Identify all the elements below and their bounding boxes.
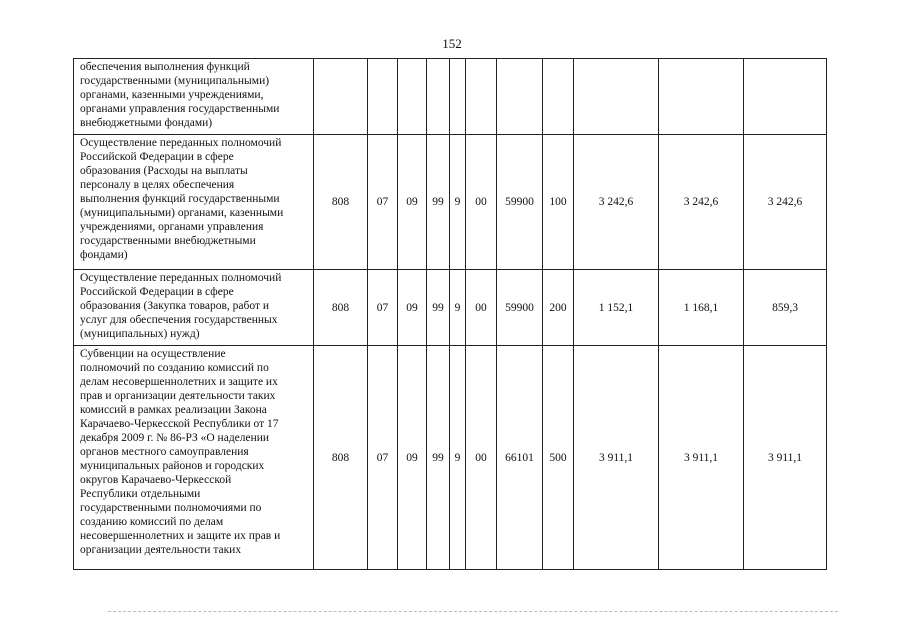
amount-year-1-cell <box>574 59 659 135</box>
main-event-cell: 00 <box>466 135 497 270</box>
amount-year-2-cell: 3 911,1 <box>659 346 744 570</box>
program-cell <box>427 59 450 135</box>
subprogram-cell: 9 <box>450 346 466 570</box>
table-row <box>74 135 827 270</box>
expense-type-cell <box>543 59 574 135</box>
amount-year-3-cell <box>744 59 827 135</box>
amount-year-1-cell: 3 911,1 <box>574 346 659 570</box>
ministry-code-cell: 808 <box>314 135 368 270</box>
subsection-cell: 09 <box>398 346 427 570</box>
table-row <box>74 270 827 346</box>
ministry-code-cell <box>314 59 368 135</box>
subprogram-cell <box>450 59 466 135</box>
budget-table <box>73 58 827 570</box>
ministry-code-cell: 808 <box>314 270 368 346</box>
program-cell: 99 <box>427 135 450 270</box>
expense-direction-cell: 59900 <box>497 135 543 270</box>
expense-type-cell: 100 <box>543 135 574 270</box>
subprogram-cell: 9 <box>450 135 466 270</box>
expense-direction-cell: 66101 <box>497 346 543 570</box>
program-cell: 99 <box>427 270 450 346</box>
main-event-cell <box>466 59 497 135</box>
amount-year-2-cell <box>659 59 744 135</box>
main-event-cell: 00 <box>466 270 497 346</box>
table-row <box>74 59 827 135</box>
subsection-cell <box>398 59 427 135</box>
subprogram-cell: 9 <box>450 270 466 346</box>
section-cell: 07 <box>368 270 398 346</box>
row-description: обеспечения выполнения функций государственными (муниципальными) органами, казенными учреждениями, органами управления государственными внебюджетными фондами) <box>74 59 314 135</box>
amount-year-3-cell: 859,3 <box>744 270 827 346</box>
row-description: Осуществление переданных полномочий Российской Федерации в сфере образования (Закупка товаров, работ и услуг для обеспечения государственных (муниципальных) нужд) <box>74 270 314 346</box>
section-cell: 07 <box>368 135 398 270</box>
expense-direction-cell: 59900 <box>497 270 543 346</box>
row-description: Осуществление переданных полномочий Российской Федерации в сфере образования (Расходы на выплаты персоналу в целях обеспечения выполнения функций государственными (муниципальными) органами, казенными учреждениями, органами управления государственными внебюджетными фондами) <box>74 135 314 270</box>
footer-divider <box>108 611 838 612</box>
amount-year-3-cell: 3 242,6 <box>744 135 827 270</box>
amount-year-3-cell: 3 911,1 <box>744 346 827 570</box>
subsection-cell: 09 <box>398 135 427 270</box>
main-event-cell: 00 <box>466 346 497 570</box>
amount-year-1-cell: 1 152,1 <box>574 270 659 346</box>
ministry-code-cell: 808 <box>314 346 368 570</box>
section-cell <box>368 59 398 135</box>
expense-direction-cell <box>497 59 543 135</box>
table-row <box>74 346 827 570</box>
amount-year-2-cell: 3 242,6 <box>659 135 744 270</box>
section-cell: 07 <box>368 346 398 570</box>
expense-type-cell: 200 <box>543 270 574 346</box>
subsection-cell: 09 <box>398 270 427 346</box>
amount-year-1-cell: 3 242,6 <box>574 135 659 270</box>
program-cell: 99 <box>427 346 450 570</box>
amount-year-2-cell: 1 168,1 <box>659 270 744 346</box>
row-description: Субвенции на осуществление полномочий по созданию комиссий по делам несовершеннолетних и защите их прав и организации деятельности таких комиссий в рамках реализации Закона Карачаево-Черкесской Республики от 17 декабря 2009 г. № 86-РЗ «О наделении органов местного самоуправления муниципальных районов и городских округов Карачаево-Черкесской Республики отдельными государственными полномочиями по созданию комиссий по делам несовершеннолетних и защите их прав и организации деятельности таких <box>74 346 314 570</box>
expense-type-cell: 500 <box>543 346 574 570</box>
page-number: 152 <box>442 36 462 51</box>
